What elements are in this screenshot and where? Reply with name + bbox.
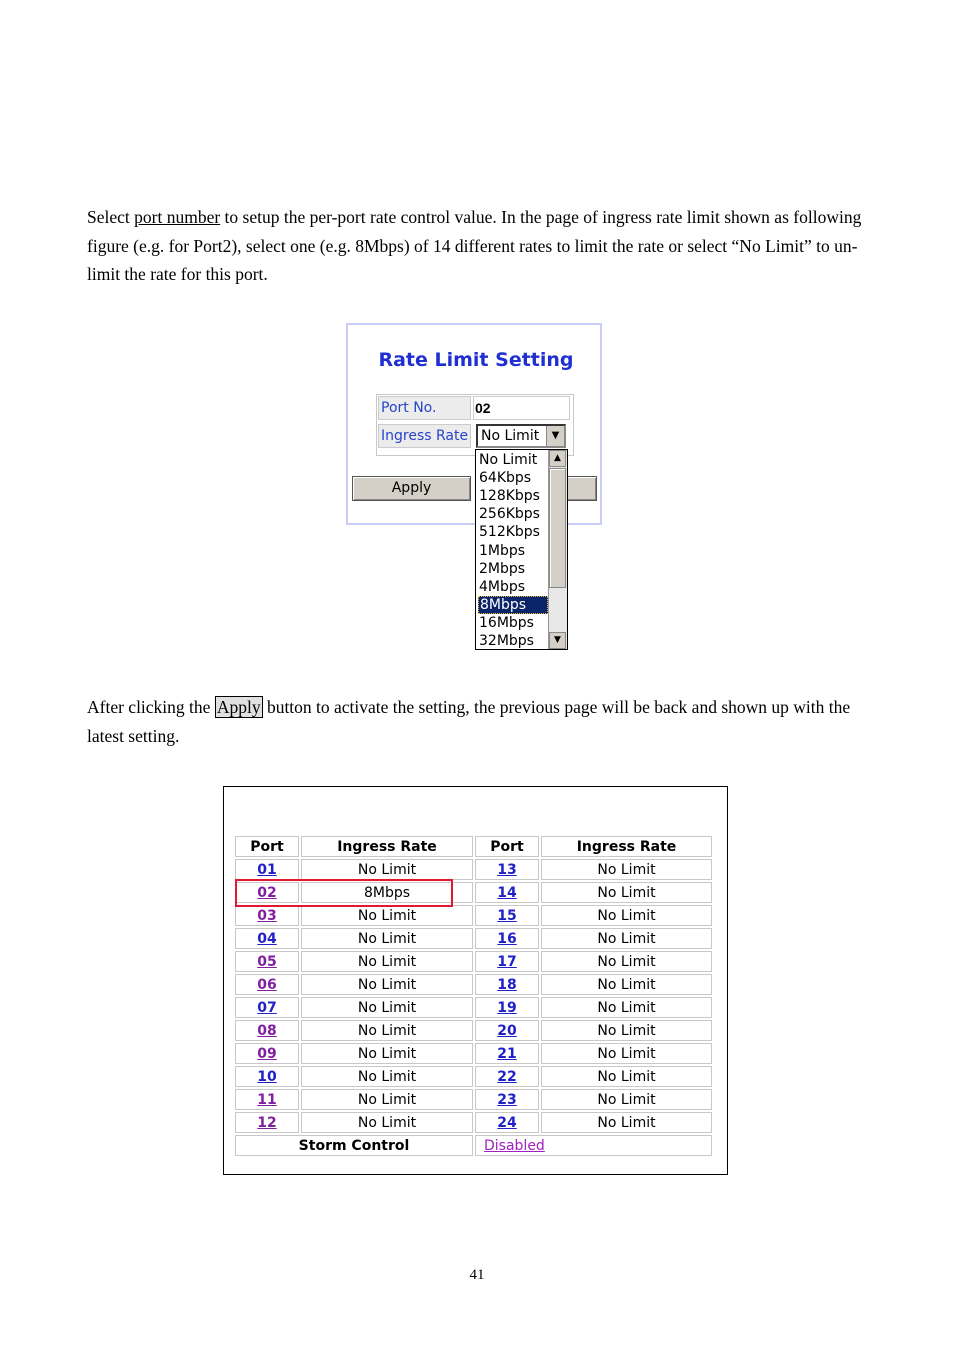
scroll-thumb[interactable] <box>549 468 566 588</box>
storm-control-link[interactable]: Disabled <box>484 1137 545 1154</box>
port-cell <box>235 1089 299 1110</box>
port-cell <box>235 1112 299 1133</box>
highlight-box <box>235 879 453 907</box>
ingress-rate-cell: No Limit <box>357 976 417 993</box>
dropdown-option[interactable]: 2Mbps <box>479 560 526 577</box>
dropdown-option[interactable]: 1Mbps <box>479 542 526 559</box>
port-link[interactable]: 04 <box>257 930 277 947</box>
ingress-rate-selected: No Limit <box>481 428 540 444</box>
port-link[interactable]: 16 <box>497 930 517 947</box>
port-link[interactable]: 18 <box>497 976 517 993</box>
dropdown-option[interactable]: 512Kbps <box>479 524 540 541</box>
ingress-rate-cell: No Limit <box>357 1022 417 1039</box>
port-cell <box>475 905 539 926</box>
ingress-rate-cell: No Limit <box>357 999 417 1016</box>
storm-control-row <box>235 1135 712 1156</box>
storm-control-label: Storm Control <box>235 1135 473 1156</box>
rate-cell <box>301 1089 473 1110</box>
ingress-rate-cell: No Limit <box>357 907 417 924</box>
table-row <box>235 905 712 926</box>
ingress-rate-cell: No Limit <box>597 1068 656 1085</box>
table-row <box>235 1020 712 1041</box>
port-cell <box>475 1043 539 1064</box>
port-cell <box>235 1066 299 1087</box>
chevron-down-icon[interactable]: ▼ <box>546 426 564 446</box>
port-cell <box>235 1020 299 1041</box>
port-cell <box>235 905 299 926</box>
ingress-rate-label: Ingress Rate <box>378 424 471 448</box>
rate-cell <box>541 882 712 903</box>
ingress-rate-cell: No Limit <box>357 1045 417 1062</box>
rate-cell <box>541 928 712 949</box>
port-link[interactable]: 13 <box>497 861 517 878</box>
ingress-rate-cell: No Limit <box>597 1045 656 1062</box>
port-link[interactable]: 22 <box>497 1068 517 1085</box>
apply-button[interactable]: Apply <box>352 476 471 501</box>
rate-cell <box>541 951 712 972</box>
port-no-value: 02 <box>473 396 570 420</box>
panel-title: Rate Limit Setting <box>378 349 574 371</box>
port-link[interactable]: 20 <box>497 1022 517 1039</box>
port-cell <box>235 997 299 1018</box>
dropdown-option[interactable]: 4Mbps <box>479 578 526 595</box>
ingress-rate-cell: No Limit <box>357 930 417 947</box>
port-link[interactable]: 19 <box>497 999 517 1016</box>
rate-cell <box>301 1043 473 1064</box>
table-row <box>235 928 712 949</box>
ingress-rate-cell: No Limit <box>597 1114 656 1131</box>
rate-cell <box>541 1066 712 1087</box>
port-cell <box>475 1112 539 1133</box>
ingress-rate-cell: No Limit <box>597 999 656 1016</box>
rate-cell <box>541 974 712 995</box>
ingress-rate-cell: No Limit <box>597 976 656 993</box>
table-row <box>235 974 712 995</box>
ingress-rate-cell: No Limit <box>597 1091 656 1108</box>
port-link[interactable]: 11 <box>257 1091 277 1108</box>
port-link[interactable]: 03 <box>257 907 277 924</box>
apply-inline-button: Apply <box>216 697 261 717</box>
port-link[interactable]: 01 <box>257 861 277 878</box>
rate-cell <box>541 997 712 1018</box>
rate-cell <box>301 905 473 926</box>
port-link[interactable]: 12 <box>257 1114 277 1131</box>
rate-cell <box>301 928 473 949</box>
port-cell <box>235 951 299 972</box>
intro-text-end: to setup the per-port rate control value. In the page of ingress rate limit shown as following figure (e.g. for Port2), select one (e.g. 8Mbps) of 14 different rates to limit the rate or select “No Limit” to un-limit the rate for this port. <box>87 207 862 285</box>
dropdown-scrollbar[interactable] <box>548 450 567 649</box>
page-number: 41 <box>469 1267 485 1283</box>
port-header: Port <box>235 836 299 857</box>
port-link[interactable]: 21 <box>497 1045 517 1062</box>
rate-cell <box>541 1089 712 1110</box>
after-apply-paragraph <box>87 693 877 750</box>
port-cell <box>475 882 539 903</box>
port-cell <box>475 1020 539 1041</box>
ingress-rate-cell: No Limit <box>357 861 417 878</box>
table-header-row <box>235 836 712 857</box>
ingress-rate-cell: No Limit <box>597 930 656 947</box>
ingress-rate-select[interactable] <box>476 424 566 448</box>
intro-text-start: Select <box>87 207 135 227</box>
rate-cell <box>301 951 473 972</box>
rate-cell <box>301 974 473 995</box>
dropdown-option[interactable]: 8Mbps <box>478 596 548 614</box>
port-link[interactable]: 05 <box>257 953 277 970</box>
reset-button-partial[interactable] <box>566 476 597 501</box>
dropdown-option[interactable]: 64Kbps <box>479 470 532 487</box>
ingress-rate-cell: No Limit <box>357 953 417 970</box>
port-cell <box>235 859 299 880</box>
ingress-rate-cell: No Limit <box>357 1068 417 1085</box>
table-row <box>235 997 712 1018</box>
after-text-end: button to activate the setting, the previous page will be back and shown up with the latest setting. <box>87 697 851 746</box>
table-row <box>235 1089 712 1110</box>
rate-cell <box>301 1066 473 1087</box>
port-link[interactable]: 15 <box>497 907 517 924</box>
rate-cell <box>301 1020 473 1041</box>
rate-cell <box>541 905 712 926</box>
rate-cell <box>301 859 473 880</box>
port-link[interactable]: 23 <box>497 1091 517 1108</box>
port-cell <box>475 974 539 995</box>
table-row <box>235 1043 712 1064</box>
ingress-rate-cell: No Limit <box>597 907 656 924</box>
intro-paragraph <box>87 203 877 289</box>
dropdown-option[interactable]: 128Kbps <box>479 488 540 505</box>
ingress-rate-cell: No Limit <box>597 861 656 878</box>
ingress-rate-cell: No Limit <box>597 1022 656 1039</box>
dropdown-option[interactable]: No Limit <box>479 452 538 468</box>
port-cell <box>475 1066 539 1087</box>
rate-cell <box>541 1020 712 1041</box>
rate-result-panel <box>223 786 728 1175</box>
port-link[interactable]: 17 <box>497 953 517 970</box>
ingress-rate-dropdown[interactable] <box>475 449 568 650</box>
table-row <box>235 951 712 972</box>
rate-cell <box>541 1043 712 1064</box>
port-cell <box>475 1089 539 1110</box>
port-cell <box>235 1043 299 1064</box>
rate-cell <box>301 1112 473 1133</box>
port-cell <box>475 859 539 880</box>
port-link[interactable]: 24 <box>497 1114 517 1131</box>
dropdown-option[interactable]: 16Mbps <box>479 614 534 631</box>
ingress-rate-header: Ingress Rate <box>541 836 712 857</box>
port-header: Port <box>475 836 539 857</box>
ingress-rate-cell: No Limit <box>597 884 656 901</box>
port-link[interactable]: 02 <box>257 884 277 901</box>
port-link[interactable]: 07 <box>257 999 277 1016</box>
dropdown-option[interactable]: 32Mbps <box>479 633 534 649</box>
port-link[interactable]: 14 <box>497 884 517 901</box>
table-row <box>235 859 712 880</box>
port-cell <box>475 951 539 972</box>
rate-cell <box>541 859 712 880</box>
table-row <box>235 1066 712 1087</box>
ingress-rate-cell: No Limit <box>597 953 656 970</box>
port-cell <box>235 974 299 995</box>
ingress-rate-header: Ingress Rate <box>301 836 473 857</box>
port-link[interactable]: 08 <box>257 1022 277 1039</box>
scroll-up-icon[interactable]: ▲ <box>549 450 566 467</box>
port-link[interactable]: 10 <box>257 1068 277 1085</box>
ingress-rate-cell: No Limit <box>357 1114 417 1131</box>
table-row <box>235 1112 712 1133</box>
ingress-rate-cell: 8Mbps <box>363 884 411 901</box>
port-cell <box>475 997 539 1018</box>
port-cell <box>235 928 299 949</box>
ingress-rate-cell: No Limit <box>357 1091 417 1108</box>
port-no-label: Port No. <box>378 396 471 420</box>
port-link[interactable]: 06 <box>257 976 277 993</box>
after-text-start: After clicking the <box>87 697 215 717</box>
scroll-down-icon[interactable]: ▼ <box>549 632 566 649</box>
dropdown-option[interactable]: 256Kbps <box>479 506 540 523</box>
storm-control-cell <box>475 1135 712 1156</box>
rate-cell <box>541 1112 712 1133</box>
port-number-link[interactable]: port number <box>134 207 221 227</box>
port-cell <box>475 928 539 949</box>
port-link[interactable]: 09 <box>257 1045 277 1062</box>
rate-cell <box>301 997 473 1018</box>
